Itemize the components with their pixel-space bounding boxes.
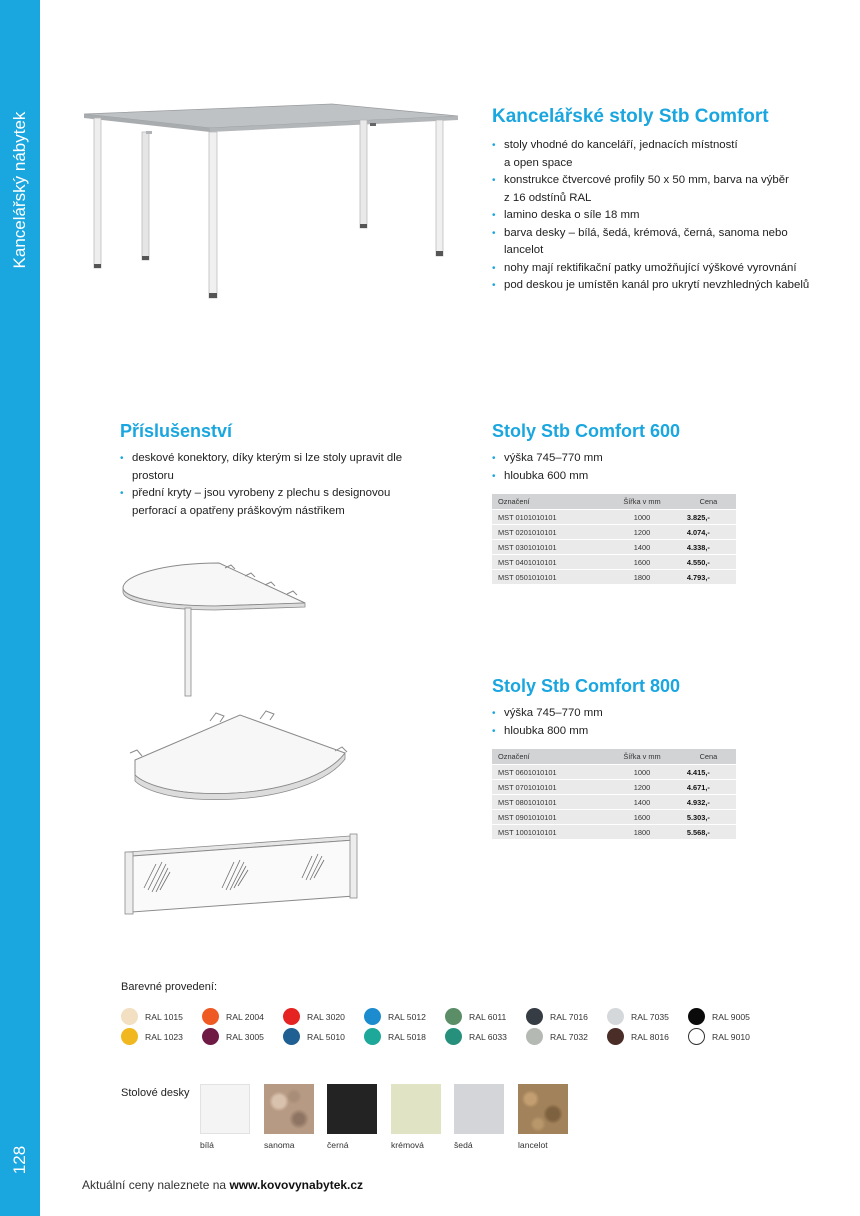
table-row: [492, 570, 736, 585]
accessories-features: [120, 450, 440, 520]
color-swatch: [607, 1028, 669, 1045]
connector-illustration: [115, 560, 320, 700]
color-name: RAL 9005: [712, 1011, 750, 1022]
spec-item: • výška 745–770 mm: [492, 705, 742, 723]
spec-item: • výška 745–770 mm: [492, 450, 742, 468]
feature-item: • nohy mají rektifikační patky umožňující výškové vyrovnání: [492, 260, 832, 278]
cell-price: 4.415,-: [681, 765, 736, 780]
price-table-800: [492, 749, 736, 839]
footer-link[interactable]: www.kovovynabytek.cz: [229, 1178, 364, 1192]
color-dot: [364, 1008, 381, 1025]
desk-finish-name: lancelot: [518, 1140, 548, 1150]
table-row: [492, 510, 736, 525]
color-name: RAL 7016: [550, 1011, 588, 1022]
color-swatch: [364, 1028, 426, 1045]
col-designation: Označení: [492, 494, 603, 510]
accessory-item-cont: prostoru: [132, 469, 174, 482]
feature-item: • konstrukce čtvercové profily 50 x 50 mm, barva na výběr: [492, 172, 832, 190]
color-swatch: [121, 1008, 183, 1025]
cell-width: 1200: [603, 525, 681, 540]
product-features: [492, 137, 832, 295]
color-dot: [202, 1008, 219, 1025]
colors-label: Barevné provedení:: [121, 981, 218, 993]
color-name: RAL 9010: [712, 1031, 750, 1042]
feature-item-cont: z 16 odstínů RAL: [504, 191, 592, 204]
desk-finish-tile: [264, 1084, 314, 1134]
table-row: [492, 795, 736, 810]
cell-code: MST 0501010101: [492, 570, 603, 585]
spec-item: • hloubka 600 mm: [492, 468, 742, 486]
cell-price: 4.338,-: [681, 540, 736, 555]
color-name: RAL 3020: [307, 1011, 345, 1022]
color-dot: [121, 1008, 138, 1025]
section-title: Kancelářský nábytek: [10, 111, 29, 269]
feature-item: • barva desky – bílá, šedá, krémová, černá, sanoma nebo: [492, 225, 832, 243]
cell-price: 4.550,-: [681, 555, 736, 570]
color-dot: [445, 1008, 462, 1025]
table-row: [492, 540, 736, 555]
sidebar: [0, 0, 40, 1216]
cell-code: MST 0801010101: [492, 795, 603, 810]
page-number: 128: [10, 1145, 29, 1175]
series800-specs: [492, 705, 742, 740]
col-designation: Označení: [492, 749, 603, 765]
cell-price: 5.568,-: [681, 825, 736, 840]
color-name: RAL 8016: [631, 1031, 669, 1042]
series600-title: Stoly Stb Comfort 600: [492, 421, 681, 441]
color-name: RAL 1015: [145, 1011, 183, 1022]
desk-finish-name: bílá: [200, 1140, 214, 1150]
price-table-600: [492, 494, 736, 584]
color-name: RAL 5018: [388, 1031, 426, 1042]
table-header-row: [492, 494, 736, 510]
cell-code: MST 0601010101: [492, 765, 603, 780]
cell-width: 1600: [603, 555, 681, 570]
color-name: RAL 6011: [469, 1011, 507, 1022]
cell-width: 1400: [603, 540, 681, 555]
table-row: [492, 765, 736, 780]
cell-price: 4.671,-: [681, 780, 736, 795]
table-header-row: [492, 749, 736, 765]
cell-price: 4.074,-: [681, 525, 736, 540]
color-dot: [445, 1028, 462, 1045]
cell-price: 4.793,-: [681, 570, 736, 585]
cell-code: MST 1001010101: [492, 825, 603, 840]
footer-note: [82, 1178, 363, 1192]
color-dot: [688, 1008, 705, 1025]
cell-price: 4.932,-: [681, 795, 736, 810]
corner-connector-illustration: [125, 705, 355, 805]
desk-finish-tile: [327, 1084, 377, 1134]
series800-title: Stoly Stb Comfort 800: [492, 676, 681, 696]
cell-width: 1600: [603, 810, 681, 825]
color-swatch: [445, 1028, 507, 1045]
cell-width: 1000: [603, 510, 681, 525]
feature-item-cont: a open space: [504, 156, 573, 169]
color-swatch: [688, 1028, 750, 1045]
desk-finish-name: sanoma: [264, 1140, 295, 1150]
accessory-item-cont: perforací a opatřeny práškovým nástřikem: [132, 504, 345, 517]
color-swatch: [364, 1008, 426, 1025]
spec-item: • hloubka 800 mm: [492, 723, 742, 741]
color-swatch: [283, 1008, 345, 1025]
color-dot: [121, 1028, 138, 1045]
table-row: [492, 525, 736, 540]
color-dot: [607, 1028, 624, 1045]
accessory-item: • přední kryty – jsou vyrobeny z plechu s designovou: [120, 485, 440, 503]
color-name: RAL 7035: [631, 1011, 669, 1022]
front-cover-illustration: [122, 830, 362, 920]
cell-price: 5.303,-: [681, 810, 736, 825]
color-name: RAL 5010: [307, 1031, 345, 1042]
cell-width: 1800: [603, 570, 681, 585]
color-dot: [283, 1028, 300, 1045]
color-dot: [526, 1008, 543, 1025]
series600-specs: [492, 450, 742, 485]
color-dot: [607, 1008, 624, 1025]
desks-label: Stolové desky: [121, 1087, 190, 1099]
feature-item: • pod deskou je umístěn kanál pro ukrytí nevzhledných kabelů: [492, 277, 832, 295]
table-row: [492, 810, 736, 825]
color-swatch: [688, 1008, 750, 1025]
color-name: RAL 3005: [226, 1031, 264, 1042]
color-dot: [202, 1028, 219, 1045]
color-swatch: [526, 1008, 588, 1025]
cell-width: 1200: [603, 780, 681, 795]
color-name: RAL 6033: [469, 1031, 507, 1042]
cell-code: MST 0901010101: [492, 810, 603, 825]
color-swatch: [445, 1008, 506, 1025]
desk-illustration: [80, 98, 460, 302]
desk-finish-name: černá: [327, 1140, 349, 1150]
color-name: RAL 1023: [145, 1031, 183, 1042]
col-price: Cena: [681, 749, 736, 765]
col-price: Cena: [681, 494, 736, 510]
color-name: RAL 2004: [226, 1011, 264, 1022]
color-swatch: [526, 1028, 588, 1045]
table-row: [492, 825, 736, 840]
cell-code: MST 0401010101: [492, 555, 603, 570]
color-name: RAL 7032: [550, 1031, 588, 1042]
color-dot: [688, 1028, 705, 1045]
col-width: Šířka v mm: [603, 494, 681, 510]
color-dot: [283, 1008, 300, 1025]
cell-width: 1800: [603, 825, 681, 840]
cell-width: 1400: [603, 795, 681, 810]
accessories-title: Příslušenství: [120, 421, 233, 441]
accessory-item: • deskové konektory, díky kterým si lze stoly upravit dle: [120, 450, 440, 468]
color-swatch: [283, 1028, 345, 1045]
col-width: Šířka v mm: [603, 749, 681, 765]
desk-finish-name: krémová: [391, 1140, 424, 1150]
cell-code: MST 0101010101: [492, 510, 603, 525]
desk-finish-tile: [454, 1084, 504, 1134]
feature-item: • stoly vhodné do kanceláří, jednacích místností: [492, 137, 832, 155]
desk-finish-tile: [391, 1084, 441, 1134]
color-name: RAL 5012: [388, 1011, 426, 1022]
cell-code: MST 0701010101: [492, 780, 603, 795]
table-row: [492, 780, 736, 795]
color-swatch: [202, 1028, 264, 1045]
color-swatch: [607, 1008, 669, 1025]
color-swatch: [202, 1008, 264, 1025]
color-dot: [364, 1028, 381, 1045]
cell-code: MST 0301010101: [492, 540, 603, 555]
color-swatch: [121, 1028, 183, 1045]
footer-prefix: Aktuální ceny naleznete na: [82, 1178, 230, 1192]
desk-finish-name: šedá: [454, 1140, 473, 1150]
cell-width: 1000: [603, 765, 681, 780]
feature-item-cont: lancelot: [504, 244, 544, 256]
feature-item: • lamino deska o síle 18 mm: [492, 207, 832, 225]
desk-finish-tile: [518, 1084, 568, 1134]
desk-finish-tile: [200, 1084, 250, 1134]
table-row: [492, 555, 736, 570]
color-dot: [526, 1028, 543, 1045]
cell-price: 3.825,-: [681, 510, 736, 525]
cell-code: MST 0201010101: [492, 525, 603, 540]
product-title: Kancelářské stoly Stb Comfort: [492, 106, 769, 127]
